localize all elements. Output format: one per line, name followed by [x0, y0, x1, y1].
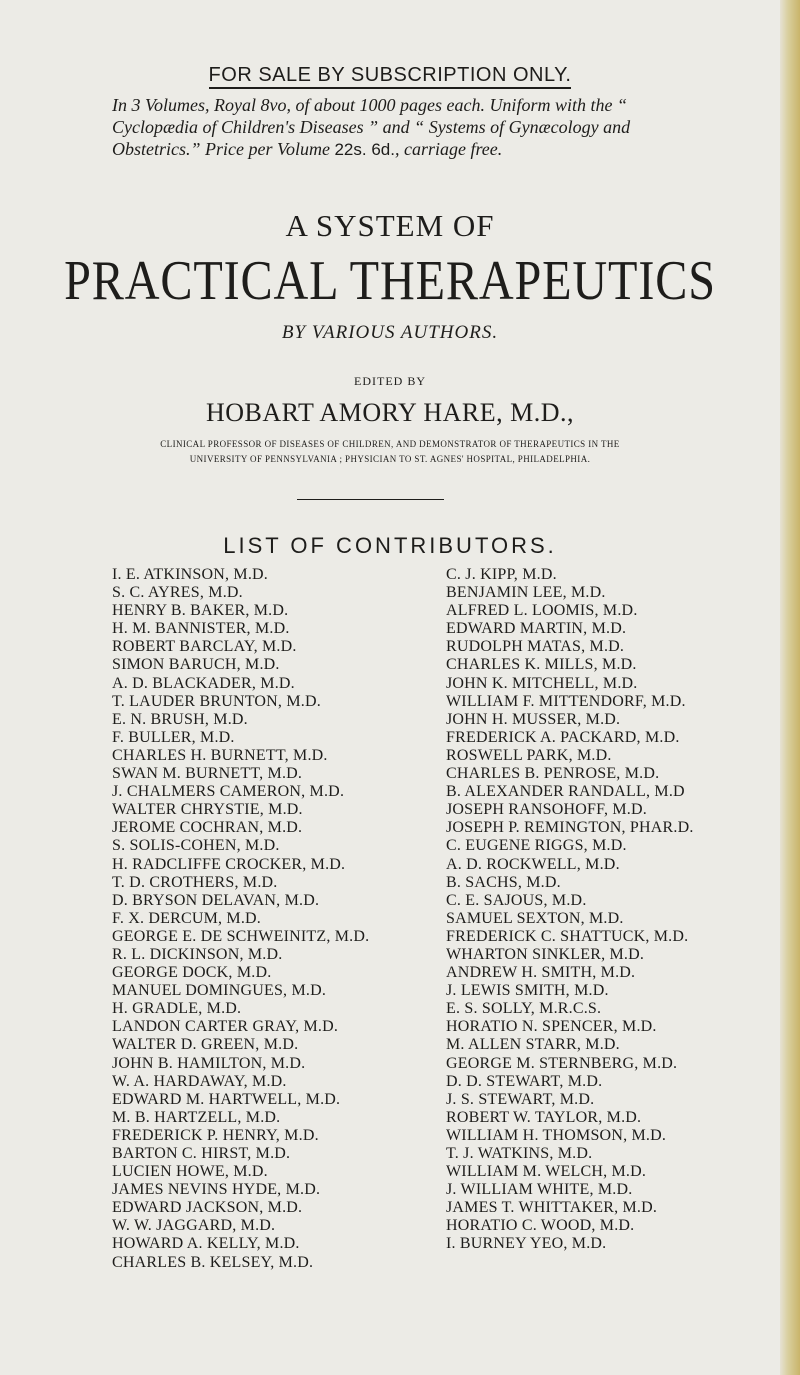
sale-notice: FOR SALE BY SUBSCRIPTION ONLY.: [0, 64, 780, 87]
contributor-name: J. WILLIAM WHITE, M.D.: [446, 1181, 633, 1199]
contributor-name: W. W. JAGGARD, M.D.: [112, 1217, 276, 1235]
contributor-name: WILLIAM H. THOMSON, M.D.: [446, 1126, 667, 1144]
contributors-heading: LIST OF CONTRIBUTORS.: [223, 533, 557, 558]
divider-rule: [297, 499, 444, 500]
contributor-name: T. LAUDER BRUNTON, M.D.: [112, 692, 321, 710]
contributor-name: FREDERICK A. PACKARD, M.D.: [446, 728, 680, 746]
contributor-name: JOHN K. MITCHELL, M.D.: [446, 674, 638, 692]
page-edge: [780, 0, 800, 1375]
contributor-name: WALTER D. GREEN, M.D.: [112, 1036, 299, 1054]
contributors-column-right: [446, 566, 694, 1254]
contributor-name: MANUEL DOMINGUES, M.D.: [112, 982, 327, 1000]
contributor-name: A. D. ROCKWELL, M.D.: [446, 855, 620, 873]
contributor-name: LUCIEN HOWE, M.D.: [112, 1163, 268, 1181]
contributor-name: ROBERT W. TAYLOR, M.D.: [446, 1108, 642, 1126]
byline: BY VARIOUS AUTHORS.: [281, 322, 499, 343]
contributor-name: J. CHALMERS CAMERON, M.D.: [112, 783, 345, 801]
contributor-name: FREDERICK P. HENRY, M.D.: [112, 1126, 319, 1144]
contributor-name: RUDOLPH MATAS, M.D.: [446, 638, 625, 656]
contributor-name: CHARLES B. PENROSE, M.D.: [446, 765, 660, 783]
contributor-name: E. S. SOLLY, M.R.C.S.: [446, 1000, 602, 1018]
intro-text-end: , carriage free.: [394, 139, 503, 159]
title-line-1: A SYSTEM OF: [285, 208, 495, 243]
contributor-name: B. ALEXANDER RANDALL, M.D: [446, 783, 685, 801]
contributor-name: CHARLES H. BURNETT, M.D.: [112, 746, 328, 764]
contributor-name: GEORGE E. DE SCHWEINITZ, M.D.: [112, 927, 370, 945]
contributor-name: H. GRADLE, M.D.: [112, 1000, 242, 1018]
contributor-name: SAMUEL SEXTON, M.D.: [446, 909, 624, 927]
contributor-name: ALFRED L. LOOMIS, M.D.: [446, 602, 638, 620]
contributor-name: S. SOLIS-COHEN, M.D.: [112, 837, 280, 855]
contributor-name: H. M. BANNISTER, M.D.: [112, 620, 290, 638]
contributor-name: ROBERT BARCLAY, M.D.: [112, 638, 297, 656]
editor-credentials-2: UNIVERSITY OF PENNSYLVANIA ; PHYSICIAN TO ST. AGNES' HOSPITAL, PHILADELPHIA.: [189, 454, 591, 464]
contributor-name: WALTER CHRYSTIE, M.D.: [112, 801, 303, 819]
editor-credentials-1: CLINICAL PROFESSOR OF DISEASES OF CHILDREN, AND DEMONSTRATOR OF THERAPEUTICS IN THE: [160, 439, 620, 449]
contributor-name: E. N. BRUSH, M.D.: [112, 710, 248, 728]
contributors-column-left: [112, 566, 369, 1272]
contributor-name: BENJAMIN LEE, M.D.: [446, 584, 606, 602]
contributor-name: J. S. STEWART, M.D.: [446, 1090, 595, 1108]
contributor-name: FREDERICK C. SHATTUCK, M.D.: [446, 927, 689, 945]
contributor-name: WHARTON SINKLER, M.D.: [446, 945, 645, 963]
contributor-name: A. D. BLACKADER, M.D.: [112, 674, 295, 692]
contributor-name: SWAN M. BURNETT, M.D.: [112, 765, 303, 783]
contributor-name: S. C. AYRES, M.D.: [112, 584, 243, 602]
contributor-name: I. BURNEY YEO, M.D.: [446, 1235, 607, 1253]
contributor-name: T. D. CROTHERS, M.D.: [112, 873, 278, 891]
contributor-name: HENRY B. BAKER, M.D.: [112, 602, 289, 620]
contributor-name: JOHN B. HAMILTON, M.D.: [112, 1054, 306, 1072]
contributor-name: B. SACHS, M.D.: [446, 873, 561, 891]
contributor-name: M. B. HARTZELL, M.D.: [112, 1108, 281, 1126]
contributor-name: GEORGE DOCK, M.D.: [112, 964, 272, 982]
contributor-name: EDWARD JACKSON, M.D.: [112, 1199, 303, 1217]
contributor-name: R. L. DICKINSON, M.D.: [112, 945, 283, 963]
contributor-name: GEORGE M. STERNBERG, M.D.: [446, 1054, 678, 1072]
editor-name: HOBART AMORY HARE, M.D.,: [206, 398, 574, 427]
contributor-name: H. RADCLIFFE CROCKER, M.D.: [112, 855, 346, 873]
contributor-name: C. E. SAJOUS, M.D.: [446, 891, 587, 909]
contributor-name: M. ALLEN STARR, M.D.: [446, 1036, 620, 1054]
contributor-name: W. A. HARDAWAY, M.D.: [112, 1072, 287, 1090]
contributor-name: T. J. WATKINS, M.D.: [446, 1145, 593, 1162]
intro-text: In 3 Volumes, Royal 8vo, of about 1000 pages each. Uniform with the “ Cyclopædia of Children's Diseases ” and “ Systems of Gynæcology and Obstetrics.” Price per Volume: [112, 95, 631, 159]
contributor-name: HORATIO C. WOOD, M.D.: [446, 1217, 635, 1235]
contributor-name: BARTON C. HIRST, M.D.: [112, 1145, 291, 1162]
contributor-name: ROSWELL PARK, M.D.: [446, 746, 612, 764]
contributor-name: HORATIO N. SPENCER, M.D.: [446, 1018, 657, 1036]
contributor-name: CHARLES B. KELSEY, M.D.: [112, 1253, 314, 1271]
intro-paragraph: [112, 94, 712, 161]
contributor-name: SIMON BARUCH, M.D.: [112, 656, 280, 674]
contributor-name: JOHN H. MUSSER, M.D.: [446, 710, 621, 728]
contributor-name: EDWARD M. HARTWELL, M.D.: [112, 1090, 341, 1108]
contributor-name: JOSEPH RANSOHOFF, M.D.: [446, 801, 647, 819]
contributor-name: JAMES NEVINS HYDE, M.D.: [112, 1181, 321, 1199]
contributor-name: WILLIAM F. MITTENDORF, M.D.: [446, 692, 686, 710]
contributor-name: F. BULLER, M.D.: [112, 728, 235, 746]
page-title: PRACTICAL THERAPEUTICS: [64, 250, 716, 312]
contributor-name: LANDON CARTER GRAY, M.D.: [112, 1018, 339, 1036]
contributor-name: JEROME COCHRAN, M.D.: [112, 819, 303, 837]
contributor-name: C. J. KIPP, M.D.: [446, 566, 557, 583]
contributor-name: D. D. STEWART, M.D.: [446, 1072, 603, 1090]
contributor-name: WILLIAM M. WELCH, M.D.: [446, 1163, 647, 1181]
contributor-name: J. LEWIS SMITH, M.D.: [446, 982, 609, 1000]
contributor-name: JAMES T. WHITTAKER, M.D.: [446, 1199, 658, 1217]
contributor-name: D. BRYSON DELAVAN, M.D.: [112, 891, 320, 909]
edited-by-label: EDITED BY: [354, 374, 426, 388]
contributor-name: CHARLES K. MILLS, M.D.: [446, 656, 637, 674]
contributor-name: ANDREW H. SMITH, M.D.: [446, 964, 636, 982]
contributor-name: C. EUGENE RIGGS, M.D.: [446, 837, 627, 855]
price: 22s. 6d.: [334, 140, 395, 159]
contributor-name: I. E. ATKINSON, M.D.: [112, 566, 268, 583]
contributor-name: F. X. DERCUM, M.D.: [112, 909, 262, 927]
contributor-name: HOWARD A. KELLY, M.D.: [112, 1235, 300, 1253]
contributor-name: EDWARD MARTIN, M.D.: [446, 620, 627, 638]
contributor-name: JOSEPH P. REMINGTON, PHAR.D.: [446, 819, 694, 837]
